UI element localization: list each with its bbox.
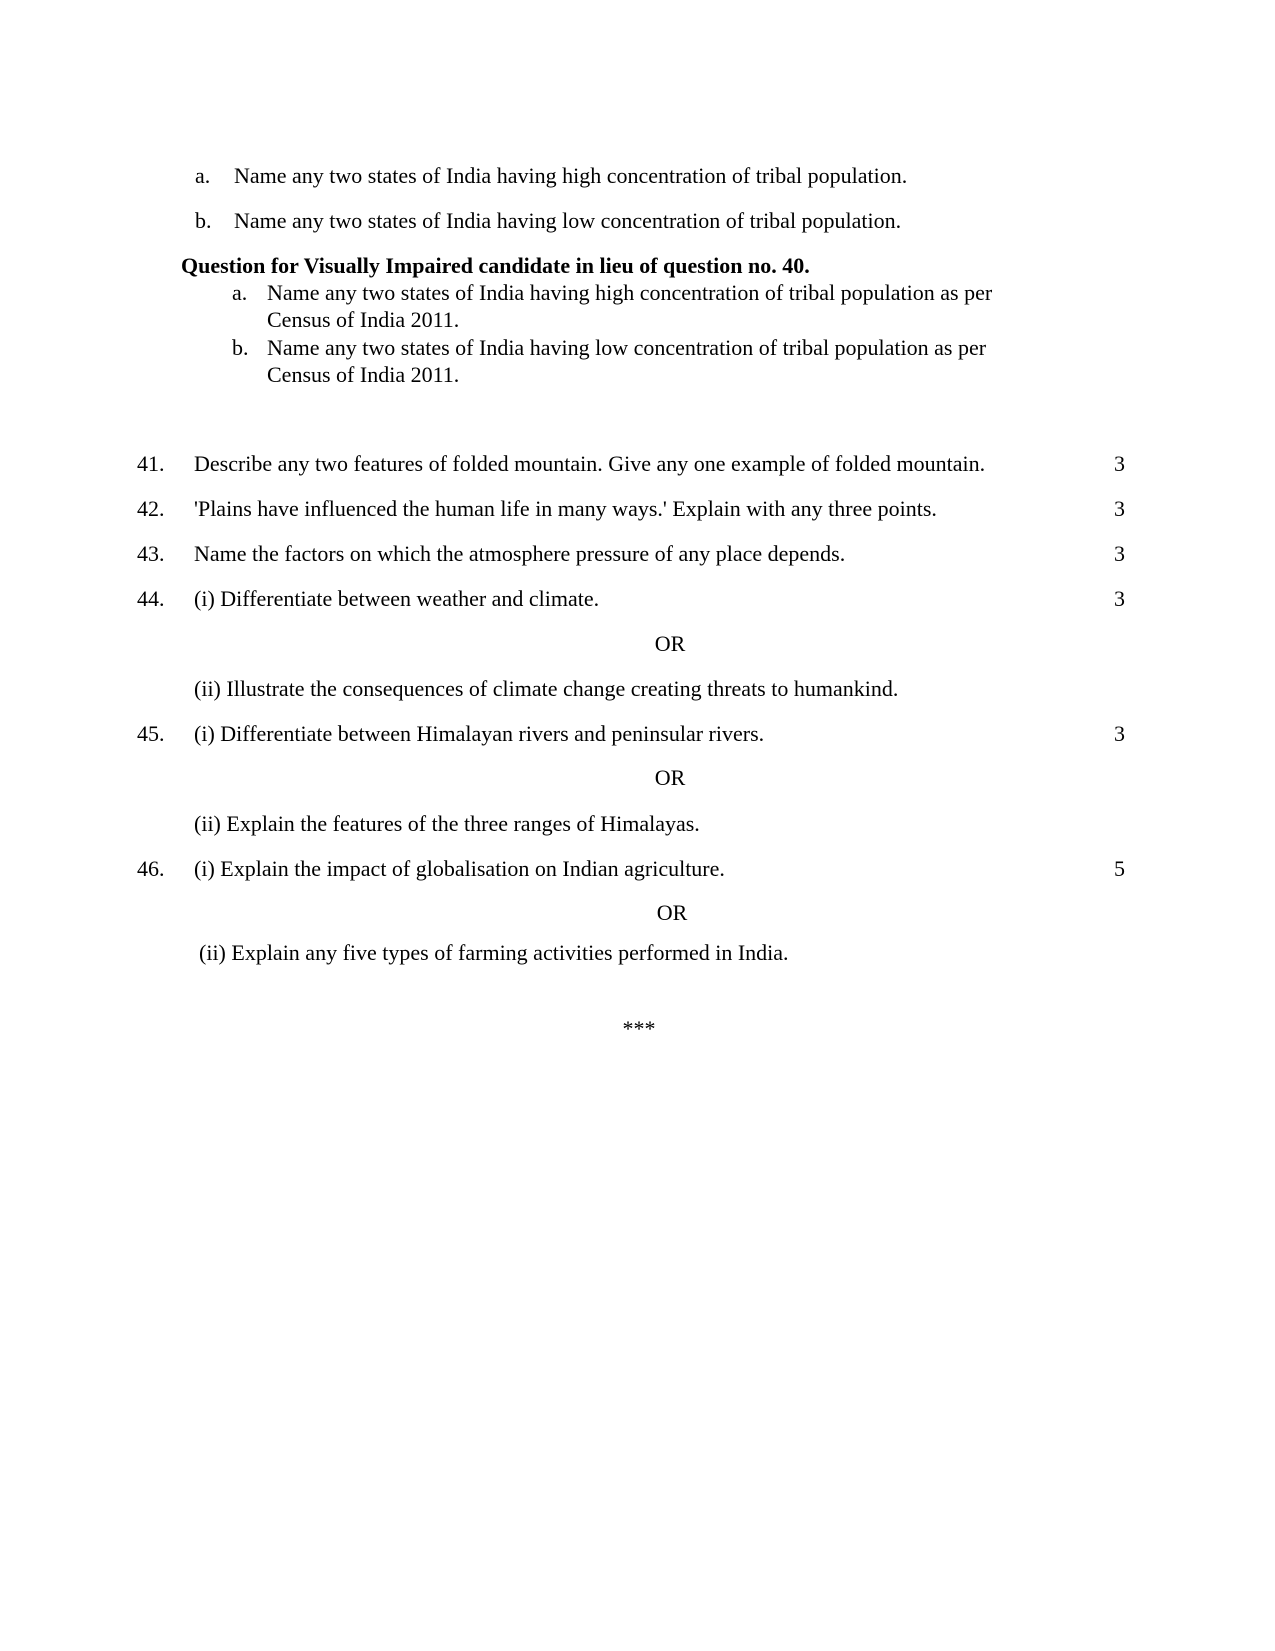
q42-marks: 3 bbox=[1114, 496, 1125, 521]
vi-item-a-line2: Census of India 2011. bbox=[267, 307, 460, 332]
q46-marks: 5 bbox=[1114, 856, 1125, 881]
q44-alt-text: (ii) Illustrate the consequences of climate change creating threats to humankind. bbox=[194, 676, 899, 701]
q44-or: OR bbox=[654, 631, 686, 656]
q46-text: (i) Explain the impact of globalisation on Indian agriculture. bbox=[194, 856, 725, 881]
q46-number: 46. bbox=[137, 856, 165, 881]
q46-or: OR bbox=[656, 900, 688, 925]
q43-marks: 3 bbox=[1114, 541, 1125, 566]
q44-number: 44. bbox=[137, 586, 165, 611]
q43-number: 43. bbox=[137, 541, 165, 566]
q45-alt-text: (ii) Explain the features of the three ranges of Himalayas. bbox=[194, 811, 700, 836]
q44-text: (i) Differentiate between weather and climate. bbox=[194, 586, 600, 611]
q45-or: OR bbox=[654, 765, 686, 790]
q43-text: Name the factors on which the atmosphere pressure of any place depends. bbox=[194, 541, 846, 566]
q46-alt-text: (ii) Explain any five types of farming activities performed in India. bbox=[199, 940, 789, 965]
vi-item-b-line2: Census of India 2011. bbox=[267, 362, 460, 387]
q40-option-b-text: Name any two states of India having low concentration of tribal population. bbox=[234, 208, 902, 233]
q42-text: 'Plains have influenced the human life in many ways.' Explain with any three points. bbox=[194, 496, 937, 521]
q45-marks: 3 bbox=[1114, 721, 1125, 746]
vi-item-b-line1: Name any two states of India having low concentration of tribal population as per bbox=[267, 335, 987, 360]
vi-item-b-label: b. bbox=[232, 335, 249, 360]
q44-marks: 3 bbox=[1114, 586, 1125, 611]
vi-item-a-line1: Name any two states of India having high concentration of tribal population as per bbox=[267, 280, 993, 305]
q40-option-b-label: b. bbox=[195, 208, 212, 233]
end-marker: *** bbox=[622, 1016, 656, 1041]
q45-text: (i) Differentiate between Himalayan rivers and peninsular rivers. bbox=[194, 721, 765, 746]
vi-item-a-label: a. bbox=[232, 280, 248, 305]
q41-text: Describe any two features of folded mountain. Give any one example of folded mountain. bbox=[194, 451, 986, 476]
q40-option-a-text: Name any two states of India having high concentration of tribal population. bbox=[234, 163, 908, 188]
q45-number: 45. bbox=[137, 721, 165, 746]
q41-marks: 3 bbox=[1114, 451, 1125, 476]
q41-number: 41. bbox=[137, 451, 165, 476]
q40-option-a-label: a. bbox=[195, 163, 211, 188]
q42-number: 42. bbox=[137, 496, 165, 521]
vi-heading: Question for Visually Impaired candidate in lieu of question no. 40. bbox=[181, 253, 810, 278]
